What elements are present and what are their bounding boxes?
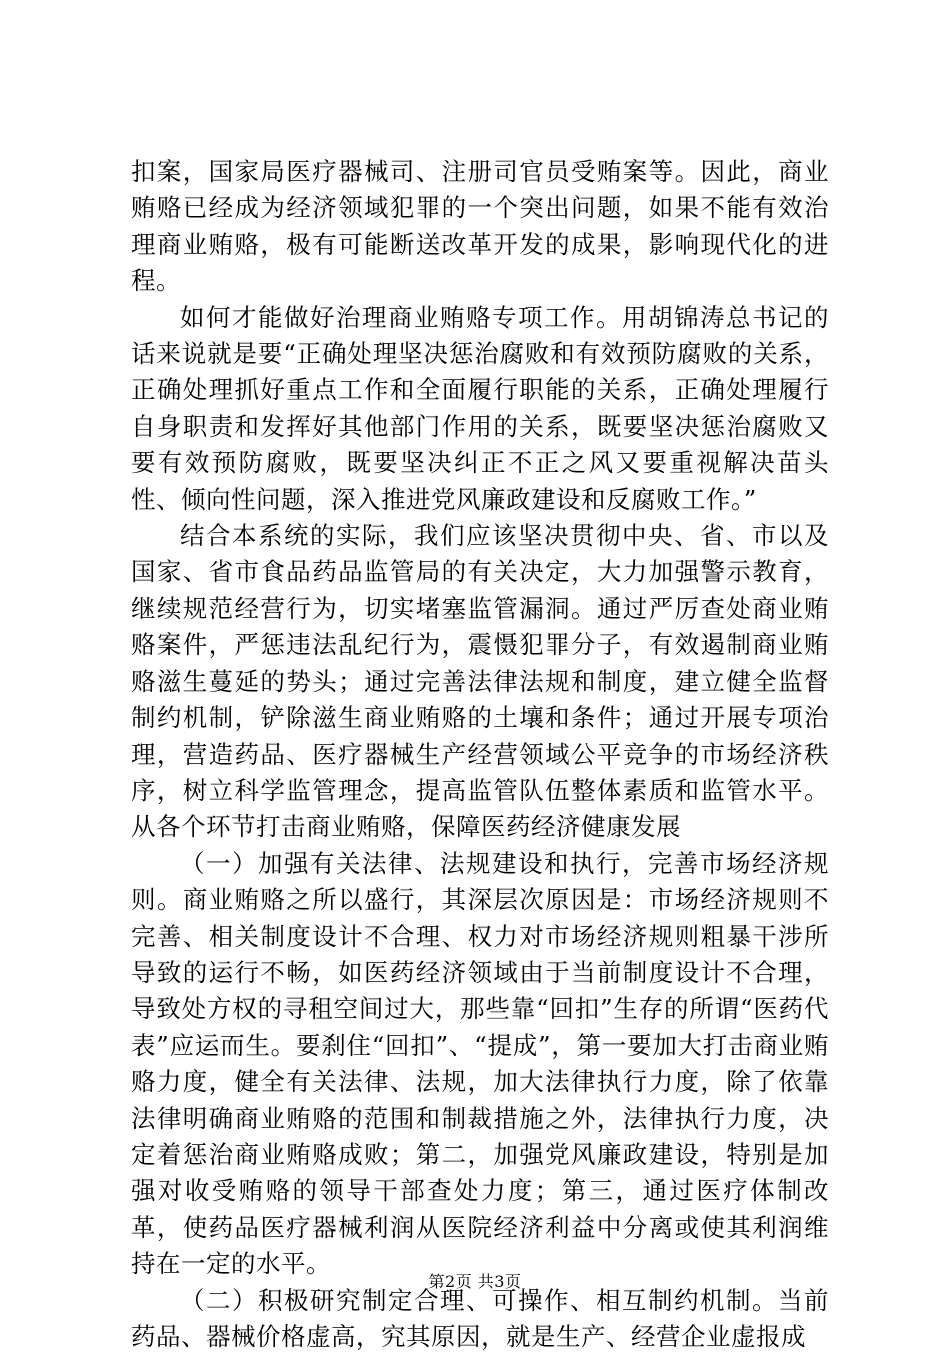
paragraph-2: 如何才能做好治理商业贿赂专项工作。用胡锦涛总书记的话来说就是要“正确处理坚决惩治腐败和有效预防腐败的关系，正确处理抓好重点工作和全面履行职能的关系，正确处理履行自身职责和发挥好其他部门作用的关系，既要坚决惩治腐败又要有效预防腐败，既要坚决纠正不正之风又要重视解决苗头性、倾向性问题，深入推进党风廉政建设和反腐败工作。” bbox=[131, 302, 829, 514]
paragraph-5: （二）积极研究制定合理、可操作、相互制约机制。当前药品、器械价格虚高，究其原因，就是生产、经营企业虚报成 bbox=[131, 1285, 829, 1351]
document-body bbox=[131, 154, 829, 1355]
paragraph-4: （一）加强有关法律、法规建设和执行，完善市场经济规则。商业贿赂之所以盛行，其深层次原因是：市场经济规则不完善、相关制度设计不合理、权力对市场经济规则粗暴干涉所导致的运行不畅，如医药经济领域由于当前制度设计不合理，导致处方权的寻租空间过大，那些靠“回扣”生存的所谓“医药代表”应运而生。要刹住“回扣”、“提成”，第一要加大打击商业贿赂力度，健全有关法律、法规，加大法律执行力度，除了依靠法律明确商业贿赂的范围和制裁措施之外，法律执行力度，决定着惩治商业贿赂成败；第二，加强党风廉政建设，特别是加强对收受贿赂的领导干部查处力度；第三，通过医疗体制改革，使药品医疗器械利润从医院经济利益中分离或使其利润维持在一定的水平。 bbox=[131, 848, 829, 1279]
page-number: 第2页 共3页 bbox=[428, 1272, 522, 1291]
paragraph-3: 结合本系统的实际，我们应该坚决贯彻中央、省、市以及国家、省市食品药品监管局的有关决定，大力加强警示教育，继续规范经营行为，切实堵塞监管漏洞。通过严厉查处商业贿赂案件，严惩违法乱纪行为，震慑犯罪分子，有效遏制商业贿赂滋生蔓延的势头；通过完善法律法规和制度，建立健全监督制约机制，铲除滋生商业贿赂的土壤和条件；通过开展专项治理，营造药品、医疗器械生产经营领域公平竞争的市场经济秩序，树立科学监管理念，提高监管队伍整体素质和监管水平。从各个环节打击商业贿赂，保障医药经济健康发展 bbox=[131, 521, 829, 842]
page-footer bbox=[0, 1272, 950, 1292]
paragraph-1: 扣案，国家局医疗器械司、注册司官员受贿案等。因此，商业贿赂已经成为经济领域犯罪的一个突出问题，如果不能有效治理商业贿赂，极有可能断送改革开发的成果，影响现代化的进程。 bbox=[131, 157, 829, 296]
